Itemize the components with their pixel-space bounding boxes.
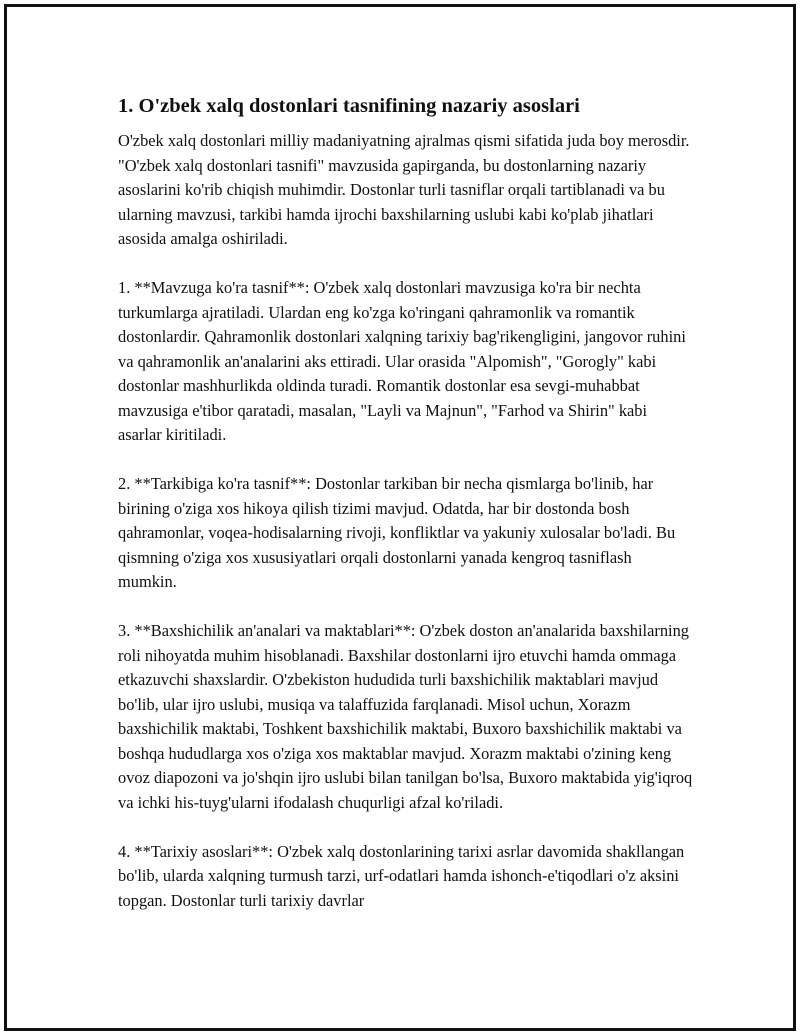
paragraph-historical-basis: 4. **Tarixiy asoslari**: O'zbek xalq dostonlarining tarixi asrlar davomida shakllangan bo'lib, ularda xalqning turmush tarzi, urf-odatlari hamda ishonch-e'tiqodlari o'z aksini topgan. Dostonlar turli tarixiy davrlar [118,841,685,910]
paragraph-structure-classification: 2. **Tarkibiga ko'ra tasnif**: Dostonlar tarkiban bir necha qismlarga bo'linib, har birining o'ziga xos hikoya qilish tizimi mavjud. Odatda, har bir dostonda bosh qahramonlar, voqea-hodisalarning rivoji, konfliktlar va yakuniy xulosalar bo'ladi. Bu qismning o'ziga xos xususiyatlari orqali dostonlarni yanada kengroq tasniflash mumkin. [118,474,676,591]
paragraph-bakhshi-schools: 3. **Baxshichilik an'analari va maktablari**: O'zbek doston an'analarida baxshilarning roli nihoyatda muhim hisoblanadi. Baxshilar dostonlarni ijro etuvchi hamda ommaga etkazuvchi shaxslardir. O'zbekiston hududida turli baxshichilik maktablari mavjud bo'lib, ular ijro uslubi, musiqa va talaffuzida farqlanadi. Misol uchun, Xorazm baxshichilik maktabi, Toshkent baxshichilik maktabi, Buxoro baxshichilik maktabi va boshqa hududlarga xos o'ziga xos maktablar mavjud. Xorazm maktabi o'zining keng ovoz diapozoni va jo'shqin ijro uslubi bilan tanilgan bo'lsa, Buxoro maktabida yig'iqroq va ichki his-tuyg'ularni ifodalash chuqurligi afzal ko'riladi. [118,621,693,812]
document-body [118,92,693,938]
intro-paragraph: O'zbek xalq dostonlari milliy madaniyatning ajralmas qismi sifatida juda boy merosdir. "O'zbek xalq dostonlari tasnifi" mavzusida gapirganda, bu dostonlarning nazariy asoslarini ko'rib chiqish muhimdir. Dostonlar turli tasniflar orqali tartiblanadi va bu ularning mavzusi, tarkibi hamda ijrochi baxshilarning uslubi kabi ko'plab jihatlari asosida amalga oshiriladi. [118,131,690,248]
section-heading: 1. O'zbek xalq dostonlari tasnifining nazariy asoslari [118,95,580,117]
paragraph-theme-classification: 1. **Mavzuga ko'ra tasnif**: O'zbek xalq dostonlari mavzusiga ko'ra bir nechta turkumlarga ajratiladi. Ulardan eng ko'zga ko'ringani qahramonlik va romantik dostonlardir. Qahramonlik dostonlari xalqning tarixiy bag'rikengligini, jangovor ruhini va qahramonlik an'analarini aks ettiradi. Ular orasida "Alpomish", "Gorogly" kabi dostonlar mashhurlikda oldinda turadi. Romantik dostonlar esa sevgi-muhabbat mavzusiga e'tibor qaratadi, masalan, "Layli va Majnun", "Farhod va Shirin" kabi asarlar kiritiladi. [118,278,686,444]
